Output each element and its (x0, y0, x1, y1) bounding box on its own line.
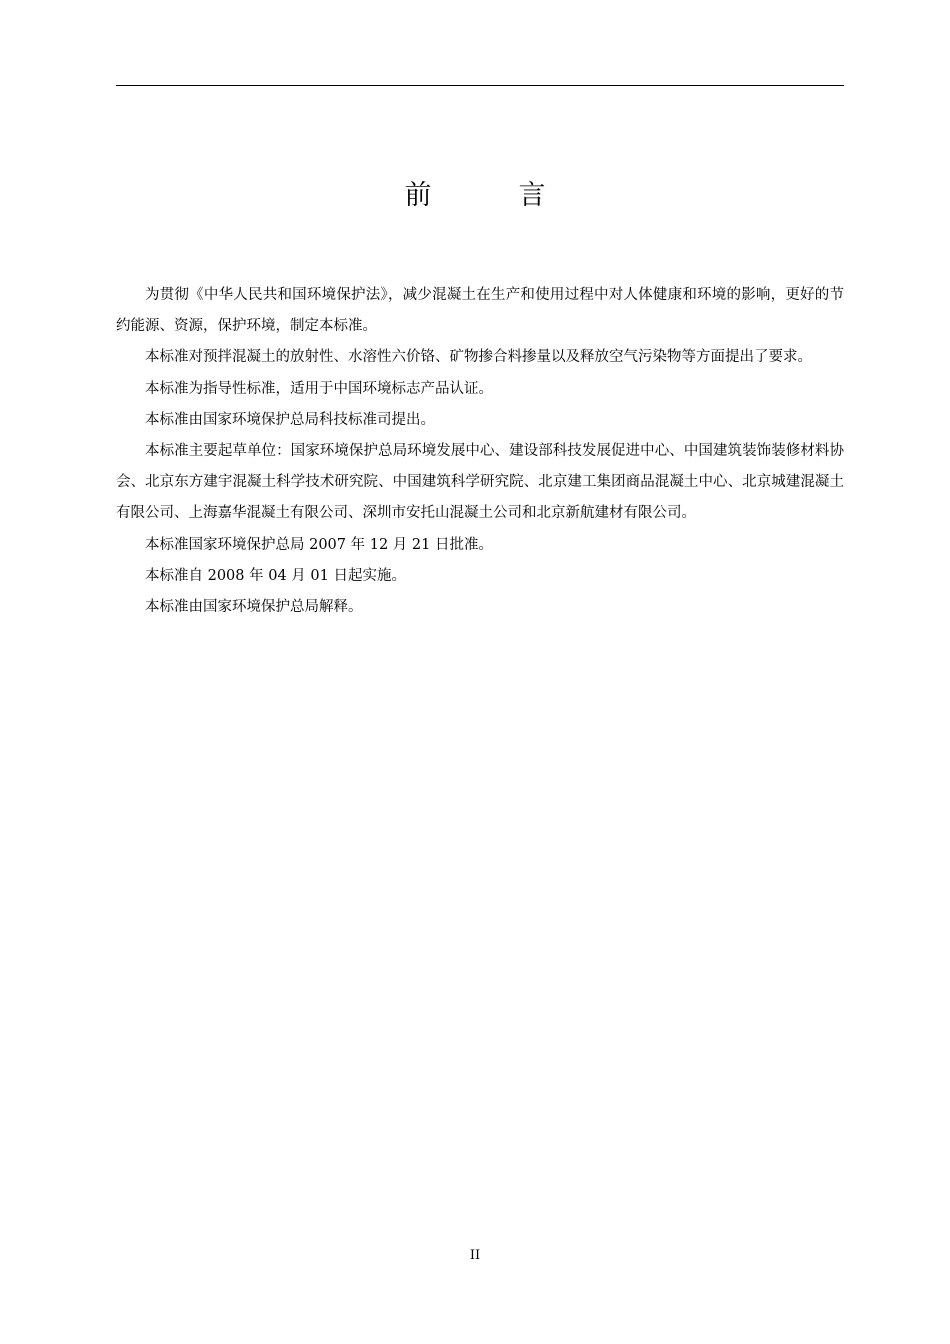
foreword-body (116, 280, 844, 623)
paragraph-purpose: 为贯彻《中华人民共和国环境保护法》，减少混凝土在生产和使用过程中对人体健康和环境的影响，更好的节约能源、资源，保护环境，制定本标准。 (116, 287, 844, 335)
paragraph-effective-date: 本标准自 2008 年 04 月 01 日起实施。 (145, 567, 406, 584)
paragraph-scope: 本标准为指导性标准，适用于中国环境标志产品认证。 (145, 380, 493, 397)
paragraph-requirements: 本标准对预拌混凝土的放射性、水溶性六价铬、矿物掺合料掺量以及释放空气污染物等方面提出了要求。 (145, 349, 812, 366)
paragraph-approval: 本标准国家环境保护总局 2007 年 12 月 21 日批准。 (145, 536, 493, 553)
page-title: 前 言 (404, 180, 576, 211)
paragraph-proposer: 本标准由国家环境保护总局科技标准司提出。 (145, 411, 435, 428)
header-rule (116, 85, 844, 86)
page-number: II (469, 1248, 481, 1263)
paragraph-drafting-units: 本标准主要起草单位：国家环境保护总局环境发展中心、建设部科技发展促进中心、中国建筑装饰装修材料协会、北京东方建宇混凝土科学技术研究院、中国建筑科学研究院、北京建工集团商品混凝土中心、北京城建混凝土有限公司、上海嘉华混凝土有限公司、深圳市安托山混凝土公司和北京新航建材有限公司。 (116, 443, 844, 522)
paragraph-interpretation: 本标准由国家环境保护总局解释。 (145, 599, 363, 616)
